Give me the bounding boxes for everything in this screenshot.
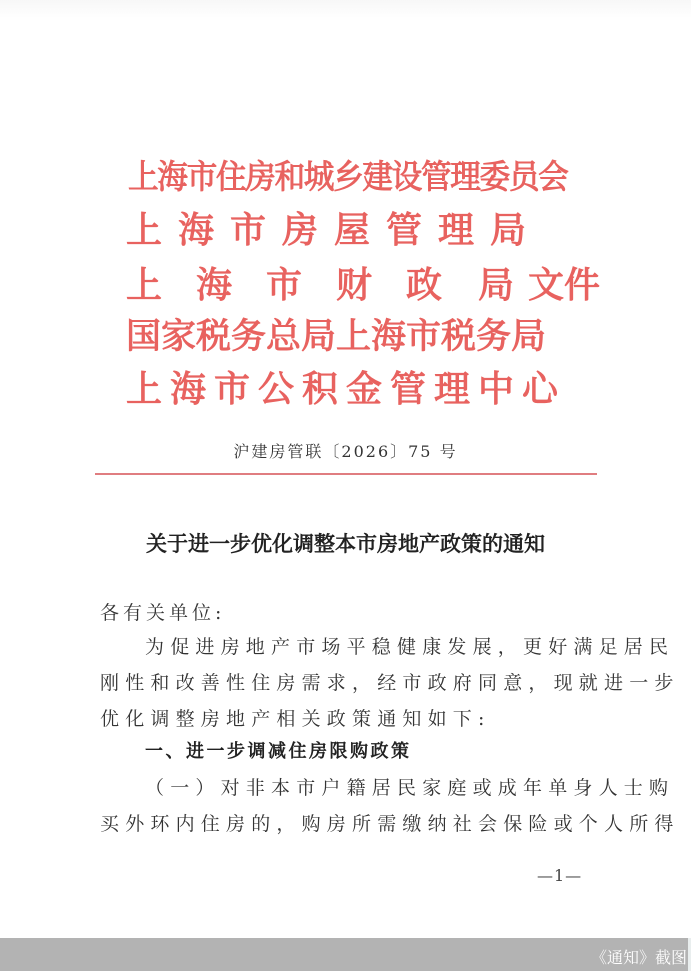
paragraph-2-line-2: 买外环内住房的，购房所需缴纳社会保险或个人所得: [100, 813, 680, 835]
caption-bar: [0, 938, 691, 971]
issuer-line-3-char: 市: [266, 265, 303, 306]
issuer-line-3-char: 上: [126, 265, 163, 306]
document-suffix: 文件: [528, 265, 601, 306]
issuer-line-3-char: 财: [336, 265, 373, 306]
issuer-line-3-char: 海: [196, 265, 233, 306]
document-number: 沪建房管联〔2026〕75 号: [233, 442, 458, 461]
issuer-line-3-char: 局: [478, 265, 515, 306]
paragraph-1-line-3: 优化调整房地产相关政策通知如下:: [100, 708, 491, 730]
caption-text: 《通知》截图: [590, 948, 687, 967]
red-divider: [95, 473, 597, 475]
paragraph-1-line-1: 为促进房地产市场平稳健康发展，更好满足居民: [145, 636, 675, 658]
page-number: —1—: [537, 866, 583, 885]
salutation: 各有关单位:: [100, 602, 226, 624]
issuer-line-3-char: 政: [406, 265, 443, 306]
paragraph-1-line-2: 刚性和改善性住房需求，经市政府同意，现就进一步: [100, 672, 680, 694]
issuer-line-1: 上海市住房和城乡建设管理委员会: [128, 157, 568, 196]
section-heading: 一、进一步调减住房限购政策: [145, 741, 412, 762]
issuer-line-4: 国家税务总局上海市税务局: [126, 317, 547, 357]
document-title: 关于进一步优化调整本市房地产政策的通知: [146, 531, 545, 556]
issuer-line-2: 上海市房屋管理局: [126, 210, 543, 251]
paragraph-2-line-1: （一）对非本市户籍居民家庭或成年单身人士购: [145, 777, 675, 799]
issuer-line-5: 上海市公积金管理中心: [126, 369, 567, 410]
